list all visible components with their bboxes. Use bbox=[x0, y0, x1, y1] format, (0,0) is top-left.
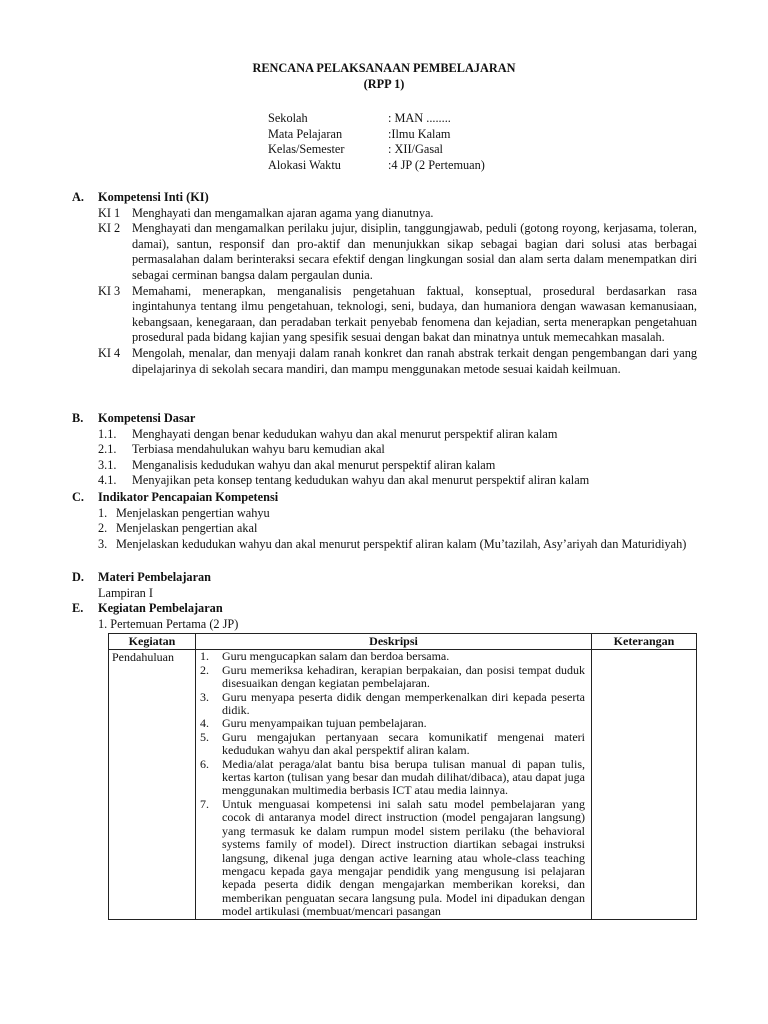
indikator-item bbox=[72, 506, 697, 522]
identity-label: Sekolah bbox=[268, 111, 308, 125]
ki-item bbox=[72, 206, 697, 222]
kd-item bbox=[72, 442, 697, 458]
column-header-deskripsi: Deskripsi bbox=[196, 634, 592, 650]
ki-item bbox=[72, 284, 697, 346]
identity-value: : MAN ........ bbox=[388, 111, 451, 125]
list-item: 7. Untuk menguasai kompetensi ini salah satu model pembelajaran yang cocok di antaranya model direct instruction (model pengajaran langsung) yang termasuk ke dalam rumpun model sistem perilaku (the behavioral systems family of model). Direct instruction diartikan sebagai instruksi langsung, dikenal juga dengan active learning atau whole-class teaching mengacu kepada gaya mengajar pendidik yang mengusung isi pelajaran kepada peserta didik dengan mengajarkan memberikan koreksi, dan memberikan penguatan secara langsung pula. Model ini dipadukan dengan model artikulasi (membuat/mencari pasangan bbox=[200, 796, 585, 919]
list-item: 2. Guru memeriksa kehadiran, kerapian berpakaian, dan posisi tempat duduk disesuaikan dengan kegiatan pembelajaran. bbox=[200, 662, 585, 691]
document-title: RENCANA PELAKSANAAN PEMBELAJARAN bbox=[252, 61, 516, 75]
section-heading: B. Kompetensi Dasar bbox=[72, 411, 196, 425]
section-heading: A. Kompetensi Inti (KI) bbox=[72, 190, 209, 204]
table-row bbox=[109, 650, 697, 919]
identity-value: :4 JP (2 Pertemuan) bbox=[388, 157, 485, 172]
kd-item bbox=[72, 427, 697, 443]
ki-text: Mengolah, menalar, dan menyaji dalam ranah konkret dan ranah abstrak terkait dengan pengembangan dari yang dipelajarinya di sekolah secara mandiri, dan mampu menggunakan metode sesuai kaidah keilmuan. bbox=[132, 345, 697, 376]
section-indikator bbox=[72, 490, 697, 552]
kd-code: 1.1. bbox=[98, 426, 117, 441]
kegiatan-table bbox=[108, 633, 697, 920]
ki-code: KI 1 bbox=[98, 205, 121, 220]
ki-text: Memahami, menerapkan, menganalisis pengetahuan faktual, konseptual, prosedural berdasarkan rasa ingintahunya tentang ilmu pengetahuan, teknologi, seni, budaya, dan humaniora dengan wawasan kemanusiaan, kebangsaan, kenegaraan, dan peradaban terkait penyebab fenomena dan kejadian, serta menerapkan pengetahuan prosedural pada bidang kajian yang spesifik sesuai dengan bakat dan minatnya untuk memecahkan masalah. bbox=[132, 283, 697, 345]
ki-code: KI 3 bbox=[98, 283, 121, 298]
pertemuan-label: 1. Pertemuan Pertama (2 JP) bbox=[98, 616, 239, 631]
section-kompetensi-dasar bbox=[72, 411, 697, 489]
row-keterangan bbox=[592, 650, 697, 919]
indikator-text: Menjelaskan kedudukan wahyu dan akal menurut perspektif aliran kalam (Mu’tazilah, Asy’ariyah dan Maturidiyah) bbox=[116, 536, 687, 551]
section-heading: E. Kegiatan Pembelajaran bbox=[72, 601, 223, 615]
indikator-item bbox=[72, 521, 697, 537]
row-description bbox=[196, 650, 592, 919]
list-item: 4. Guru menyampaikan tujuan pembelajaran. bbox=[200, 716, 427, 731]
list-item: 6. Media/alat peraga/alat bantu bisa berupa tulisan manual di papan tulis, kertas karton (tulisan yang besar dan mudah dilihat/dibaca), atau dapat juga menggunakan multimedia berbasis ICT atau media lainnya. bbox=[200, 756, 585, 798]
kd-text: Terbiasa mendahulukan wahyu baru kemudian akal bbox=[132, 442, 385, 457]
identity-row-subject bbox=[268, 127, 485, 143]
kd-text: Menganalisis kedudukan wahyu dan akal menurut perspektif aliran kalam bbox=[132, 457, 496, 472]
column-header-keterangan: Keterangan bbox=[592, 634, 697, 650]
identity-value: :Ilmu Kalam bbox=[388, 126, 451, 141]
table-header-row bbox=[109, 634, 697, 650]
list-item: 1. Guru mengucapkan salam dan berdoa bersama. bbox=[200, 649, 450, 664]
ki-item bbox=[72, 221, 697, 283]
identity-label: Kelas/Semester bbox=[268, 142, 345, 157]
kd-code: 4.1. bbox=[98, 473, 117, 488]
section-kompetensi-inti bbox=[72, 190, 697, 377]
identity-row-time bbox=[268, 158, 485, 174]
ki-item bbox=[72, 346, 697, 377]
section-kegiatan bbox=[72, 601, 697, 632]
ki-text: Menghayati dan mengamalkan ajaran agama yang dianutnya. bbox=[132, 205, 434, 220]
kd-text: Menyajikan peta konsep tentang kedudukan wahyu dan akal menurut perspektif aliran kalam bbox=[132, 473, 590, 488]
column-header-kegiatan: Kegiatan bbox=[109, 634, 196, 650]
section-heading: D. Materi Pembelajaran bbox=[72, 570, 212, 584]
indikator-code: 2. bbox=[98, 521, 108, 536]
list-item: 5. Guru mengajukan pertanyaan secara komunikatif mengenai materi kedudukan wahyu dan akal perspektif aliran kalam. bbox=[200, 729, 585, 758]
kd-item bbox=[72, 458, 697, 474]
identity-row-school bbox=[268, 111, 485, 127]
kd-item bbox=[72, 473, 697, 489]
kd-code: 3.1. bbox=[98, 457, 117, 472]
identity-value: : XII/Gasal bbox=[388, 142, 443, 157]
ki-text: Menghayati dan mengamalkan perilaku jujur, disiplin, tanggungjawab, peduli (gotong royong, kerjasama, toleran, damai), santun, responsif dan pro-aktif dan menunjukkan sikap sebagai bagian dari solusi atas berbagai permasalahan dalam berinteraksi secara efektif dengan lingkungan sosial dan alam serta dalam menempatkan diri sebagai cerminan bangsa dalam pergaulan dunia. bbox=[132, 221, 697, 282]
indikator-text: Menjelaskan pengertian wahyu bbox=[116, 505, 270, 520]
row-label: Pendahuluan bbox=[109, 650, 196, 919]
identity-label: Alokasi Waktu bbox=[268, 157, 341, 172]
indikator-text: Menjelaskan pengertian akal bbox=[116, 521, 258, 536]
indikator-code: 3. bbox=[98, 536, 108, 551]
indikator-code: 1. bbox=[98, 505, 108, 520]
kd-text: Menghayati dengan benar kedudukan wahyu dan akal menurut perspektif aliran kalam bbox=[132, 426, 558, 441]
section-materi bbox=[72, 570, 697, 601]
section-heading: C. Indikator Pencapaian Kompetensi bbox=[72, 490, 279, 504]
ki-code: KI 4 bbox=[98, 345, 121, 360]
indikator-item bbox=[72, 537, 697, 553]
list-item: 3. Guru menyapa peserta didik dengan memperkenalkan diri kepada peserta didik. bbox=[200, 689, 585, 718]
ki-code: KI 2 bbox=[98, 221, 121, 236]
identity-block bbox=[268, 111, 485, 173]
materi-text: Lampiran I bbox=[98, 585, 153, 600]
identity-row-class bbox=[268, 142, 485, 158]
identity-label: Mata Pelajaran bbox=[268, 126, 343, 141]
document-subtitle: (RPP 1) bbox=[363, 77, 405, 91]
kd-code: 2.1. bbox=[98, 442, 117, 457]
